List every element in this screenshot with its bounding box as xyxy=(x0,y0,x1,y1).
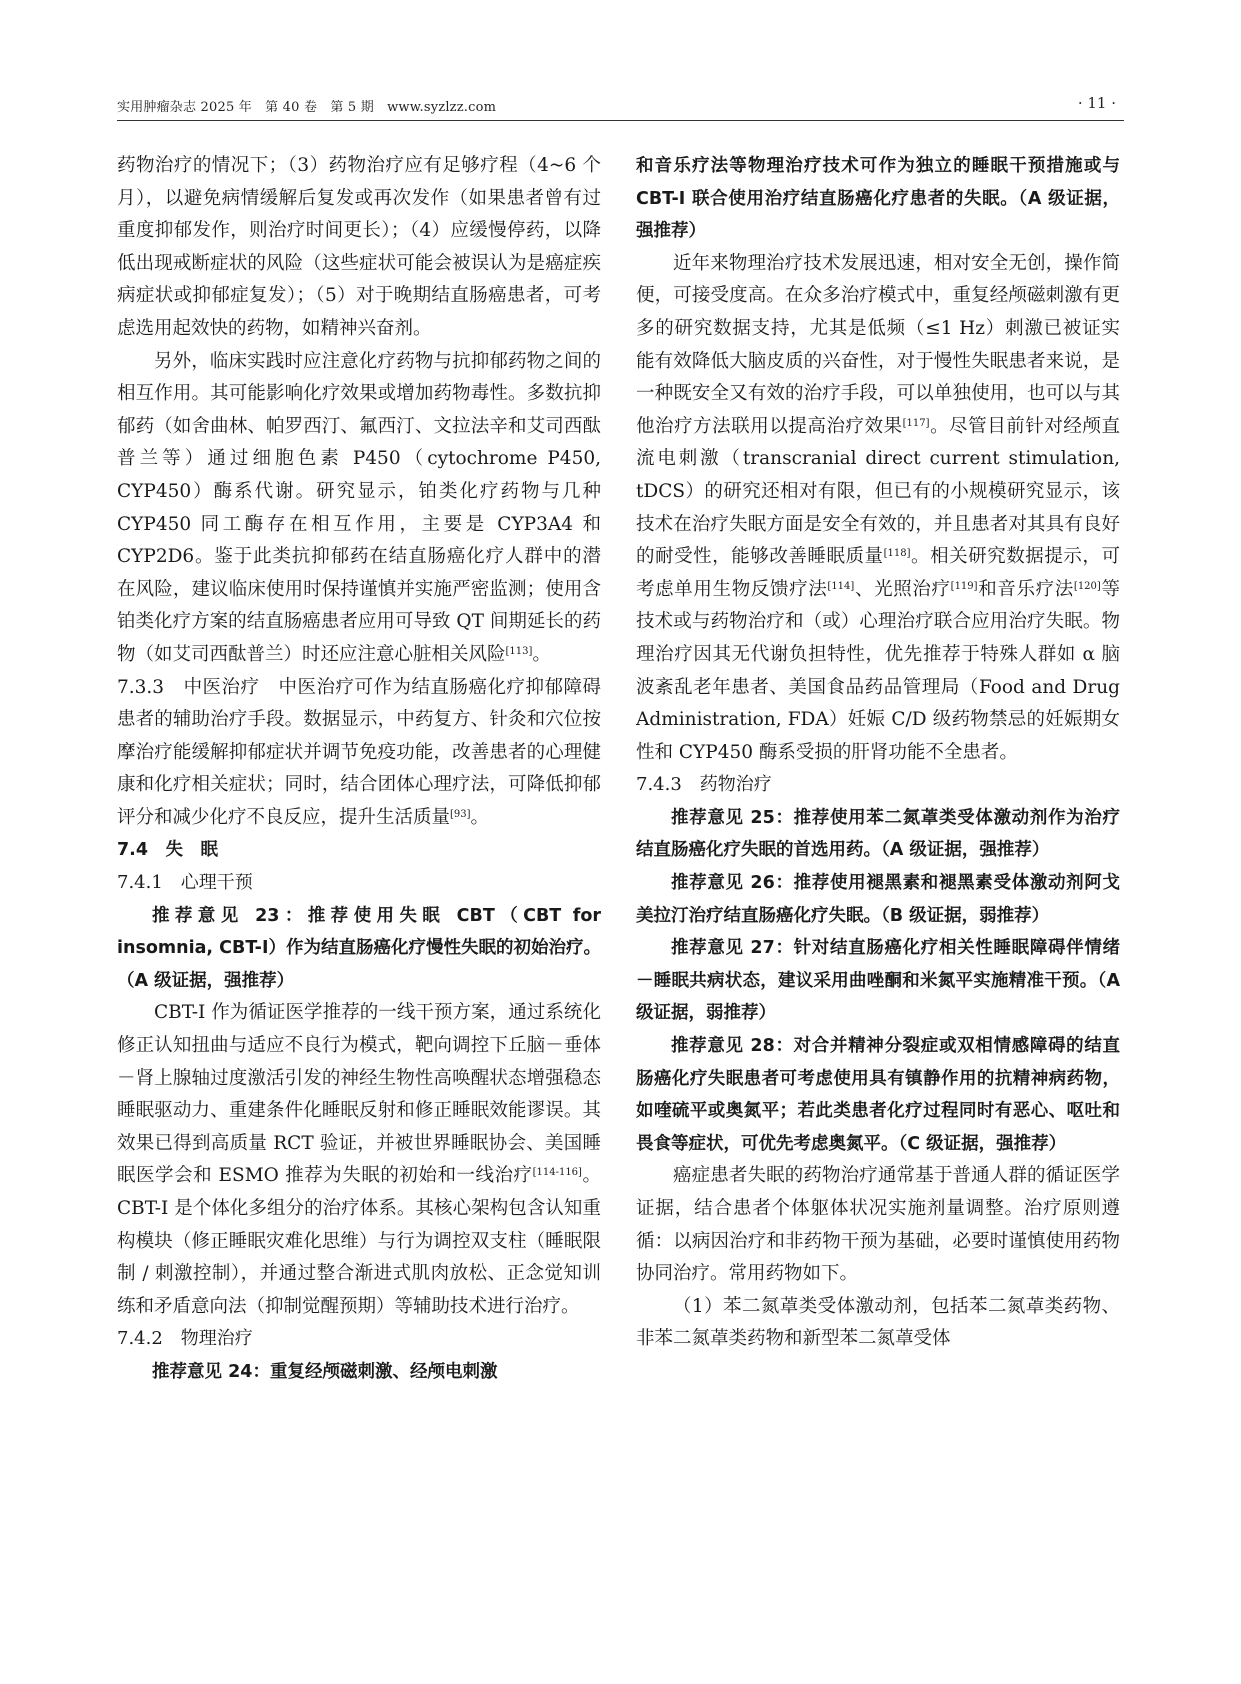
section-heading-7-4-2: 7.4.2 物理治疗 xyxy=(117,1328,253,1350)
header-rule xyxy=(117,120,1124,121)
citation: [114-116] xyxy=(532,1167,582,1179)
paragraph-text: 。 xyxy=(470,806,490,828)
recommendation-28: 推荐意见 28：对合并精神分裂症或双相情感障碍的结直肠癌化疗失眠患者可考虑使用具有镇静作用的抗精神病药物，如喹硫平或奥氮平；若此类患者化疗过程同时有恶心、呕吐和畏食等症状，可优先考虑奥氮平。（C 级证据，强推荐） xyxy=(636,1036,1120,1154)
recommendation-26: 推荐意见 26：推荐使用褪黑素和褪黑素受体激动剂阿戈美拉汀治疗结直肠癌化疗失眠。（B 级证据，弱推荐） xyxy=(636,873,1120,926)
recommendation-24-continued: 和音乐疗法等物理治疗技术可作为独立的睡眠干预措施或与 CBT-I 联合使用治疗结直肠癌化疗患者的失眠。（A 级证据，强推荐） xyxy=(636,156,1120,242)
citation: [117] xyxy=(902,417,930,429)
left-column xyxy=(117,150,601,1389)
paragraph-benzodiazepine: （1）苯二氮䓬类受体激动剂，包括苯二氮䓬类药物、非苯二氮䓬类药物和新型苯二氮䓬受体 xyxy=(636,1295,1120,1350)
section-heading: 7.3.3 中医治疗 xyxy=(117,676,260,698)
paragraph-text: 。相关研究数据提示，可考虑单用生物反馈疗法 xyxy=(636,546,1120,600)
citation: [118] xyxy=(883,548,911,560)
paragraph-physical-therapy xyxy=(636,248,1120,770)
citation: [93] xyxy=(450,808,471,820)
paragraph-text: 。 xyxy=(532,643,551,665)
right-column xyxy=(636,150,1120,1356)
paragraph-drug-treatment-principles: 药物治疗的情况下；（3）药物治疗应有足够疗程（4~6 个月），以避免病情缓解后复发或再次发作（如果患者曾有过重度抑郁发作，则治疗时间更长）；（4）应缓慢停药，以降低出现戒断症状的风险（这些症状可能会被误认为是癌症疾病症状或抑郁症复发）；（5）对于晚期结直肠癌患者，可考虑选用起效快的药物，如精神兴奋剂。 xyxy=(117,155,601,339)
recommendation-27: 推荐意见 27：针对结直肠癌化疗相关性睡眠障碍伴情绪－睡眠共病状态，建议采用曲唑酮和米氮平实施精准干预。（A 级证据，弱推荐） xyxy=(636,938,1120,1024)
paragraph-drug-interactions xyxy=(117,346,601,672)
paragraph-text: 。尽管目前针对经颅直流电刺激（transcranial direct current stimulation, tDCS）的研究还相对有限，但已有的小规模研究显示，该技术在治疗失眠方面是安全有效的，并且患者对其具有良好的耐受性，能够改善睡眠质量 xyxy=(636,415,1120,568)
running-header xyxy=(117,96,1124,118)
paragraph-cbt-i xyxy=(117,997,601,1323)
section-heading-7-4: 7.4 失 眠 xyxy=(117,840,219,861)
recommendation-24-start: 推荐意见 24：重复经颅磁刺激、经颅电刺激 xyxy=(152,1361,498,1382)
page-number: · 11 · xyxy=(1077,94,1116,112)
journal-info: 实用肿瘤杂志 2025 年 第 40 卷 第 5 期 www.syzlzz.com xyxy=(117,100,497,115)
paragraph-text: 和音乐疗法 xyxy=(977,578,1074,600)
section-heading-7-4-1: 7.4.1 心理干预 xyxy=(117,872,253,894)
recommendation-25: 推荐意见 25：推荐使用苯二氮䓬类受体激动剂作为治疗结直肠癌化疗失眠的首选用药。（A 级证据，强推荐） xyxy=(636,807,1120,861)
paragraph-text: 。CBT-I 是个体化多组分的治疗体系。其核心架构包含认知重构模块（修正睡眠灾难化思维）与行为调控双支柱（睡眠限制 / 刺激控制），并通过整合渐进式肌肉放松、正念觉知训练和矛盾意向法（抑制觉醒预期）等辅助技术进行治疗。 xyxy=(117,1165,601,1317)
paragraph-text: 近年来物理治疗技术发展迅速，相对安全无创，操作简便，可接受度高。在众多治疗模式中，重复经颅磁刺激有更多的研究数据支持，尤其是低频（≤1 Hz）刺激已被证实能有效降低大脑皮质的兴奋性，对于慢性失眠患者来说，是一种既安全又有效的治疗手段，可以单独使用，也可以与其他治疗方法联用以提高治疗效果 xyxy=(636,252,1120,437)
paragraph-text: 中医治疗可作为结直肠癌化疗抑郁障碍患者的辅助治疗手段。数据显示，中药复方、针灸和穴位按摩治疗能缓解抑郁症状并调节免疫功能，改善患者的心理健康和化疗相关症状；同时，结合团体心理疗法，可降低抑郁评分和减少化疗不良反应，提升生活质量 xyxy=(117,676,601,828)
citation: [113] xyxy=(505,645,533,657)
section-heading-7-4-3: 7.4.3 药物治疗 xyxy=(636,774,772,796)
citation: [119] xyxy=(950,580,978,592)
citation: [114] xyxy=(827,580,855,592)
paragraph-text: CBT-I 作为循证医学推荐的一线干预方案，通过系统化修正认知扭曲与适应不良行为模式，靶向调控下丘脑－垂体－肾上腺轴过度激活引发的神经生物性高唤醒状态增强稳态睡眠驱动力、重建条件化睡眠反射和修正睡眠效能谬误。其效果已得到高质量 RCT 验证，并被世界睡眠协会、美国睡眠医学会和 ESMO 推荐为失眠的初始和一线治疗 xyxy=(117,1002,601,1187)
paragraph-drug-therapy-principles: 癌症患者失眠的药物治疗通常基于普通人群的循证医学证据，结合患者个体躯体状况实施剂量调整。治疗原则遵循：以病因治疗和非药物干预为基础，必要时谨慎使用药物协同治疗。常用药物如下。 xyxy=(636,1165,1120,1285)
paragraph-text: 等技术或与药物治疗和（或）心理治疗联合应用治疗失眠。物理治疗因其无代谢负担特性，优先推荐于特殊人群如 α 脑波紊乱老年患者、美国食品药品管理局（Food and Drug Administration, FDA）妊娠 C/D 级药物禁忌的妊娠期女性和 CYP450 酶系受损的肝肾功能不全患者。 xyxy=(636,578,1120,763)
recommendation-23: 推荐意见 23：推荐使用失眠 CBT（CBT for insomnia, CBT-I）作为结直肠癌化疗慢性失眠的初始治疗。（A 级证据，强推荐） xyxy=(117,905,601,991)
citation: [120] xyxy=(1073,580,1101,592)
paragraph-text: 、光照治疗 xyxy=(854,578,951,600)
paragraph-text: 另外，临床实践时应注意化疗药物与抗抑郁药物之间的相互作用。其可能影响化疗效果或增加药物毒性。多数抗抑郁药（如舍曲林、帕罗西汀、氟西汀、文拉法辛和艾司西酞普兰等）通过细胞色素 P450（cytochrome P450, CYP450）酶系代谢。研究显示，铂类化疗药物与几种 CYP450 同工酶存在相互作用，主要是 CYP3A4 和 CYP2D6。鉴于此类抗抑郁药在结直肠癌化疗人群中的潜在风险，建议临床使用时保持谨慎并实施严密监测；使用含铂类化疗方案的结直肠癌患者应用可导致 QT 间期延长的药物（如艾司西酞普兰）时还应注意心脏相关风险 xyxy=(117,350,601,665)
section-7-3-3 xyxy=(117,672,601,835)
